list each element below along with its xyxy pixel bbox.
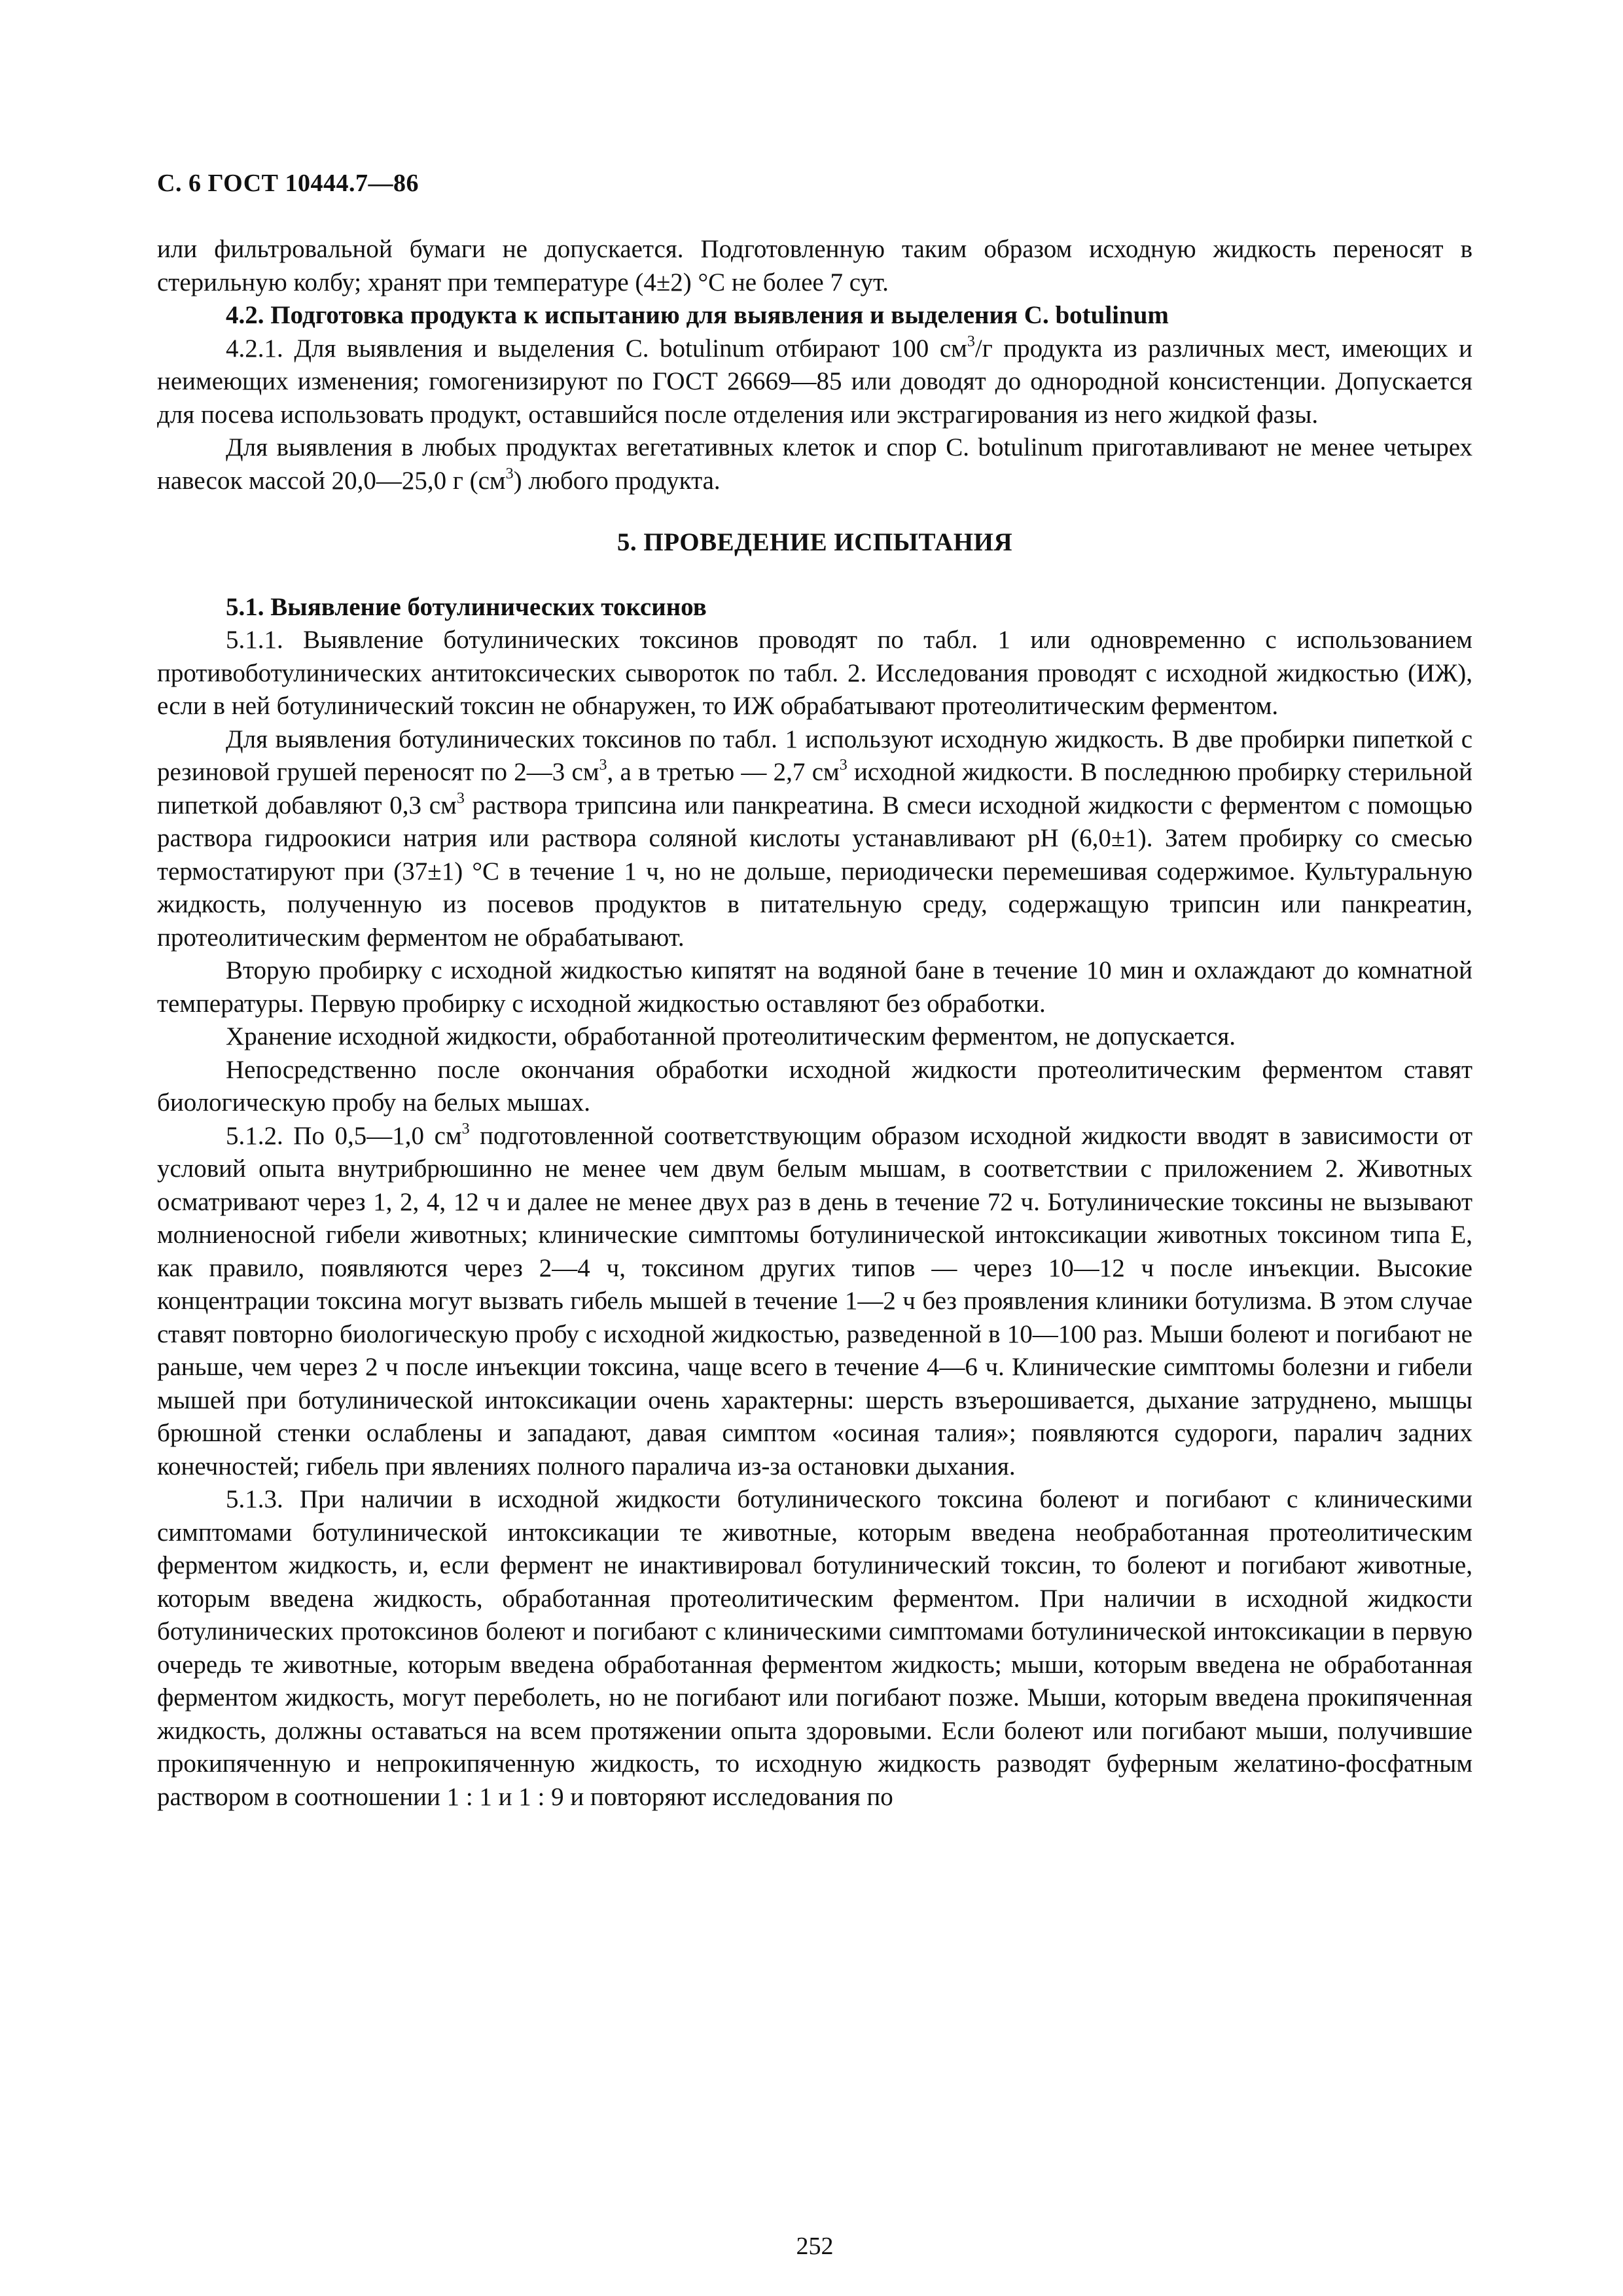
paragraph: 5.1.2. По 0,5—1,0 $см^3$ подготовленной соответствующим образом исходной жидкости вводят в зависимости от условий опыта внутрибрюшинно не менее чем двум белым мышам, в соответствии с приложением 2. Животных осматривают через 1, 2, 4, 12 ч и далее не менее двух раз в день в течение 72 ч. Ботулинические токсины не вызывают молниеносной гибели животных; клинические симптомы ботулинической интоксикации животных токсином типа Е, как правило, появляются через 2—4 ч, токсином других типов — через 10—12 ч после инъекции. Высокие концентрации токсина могут вызвать гибель мышей в течение 1—2 ч без проявления клиники ботулизма. В этом случае ставят повторно биологическую пробу с исходной жидкостью, разведенной в 10—100 раз. Мыши болеют и погибают не раньше, чем через 2 ч после инъекции токсина, чаще всего в течение 4—6 ч. Клинические симптомы болезни и гибели мышей при ботулинической интоксикации очень характерны: шерсть взъерошивается, дыхание затруднено, мышцы брюшной стенки ослаблены и западают, давая симптом «осиная талия»; появляются судороги, паралич задних конечностей; гибель при явлениях полного паралича из-за остановки дыхания. [157,1120,1473,1480]
paragraph: Хранение исходной жидкости, обработанной протеолитическим ферментом, не допускается. [226,1022,1236,1050]
page-number: 252 [796,2233,834,2260]
subsection-heading: 5.1. Выявление ботулинических токсинов [226,592,707,621]
paragraph: Непосредственно после окончания обработки исходной жидкости протеолитическим ферментом ставят биологическую пробу на белых мышах. [157,1055,1472,1117]
paragraph: Вторую пробирку с исходной жидкостью кипятят на водяной бане в течение 10 мин и охлаждают до комнатной температуры. Первую пробирку с исходной жидкостью оставляют без обработки. [157,956,1472,1018]
paragraph: 4.2.1. Для выявления и выделения C. botulinum отбирают 100 $см^3/г$ продукта из различных мест, имеющих и неимеющих изменения; гомогенизируют по ГОСТ 26669—85 или доводят до однородной консистенции. Допускается для посева использовать продукт, оставшийся после отделения или экстрагирования из него жидкой фазы. [157,332,1472,429]
paragraph: Для выявления в любых продуктах вегетативных клеток и спор C. botulinum приготавливают не менее четырех навесок массой 20,0—25,0 г $(см^3)$ любого продукта. [157,433,1472,495]
paragraph: Для выявления ботулинических токсинов по табл. 1 используют исходную жидкость. В две пробирки пипеткой с резиновой грушей переносят по 2—3 $см^3$, а в третью — 2,7 $см^3$ исходной жидкости. В последнюю пробирку стерильной пипеткой добавляют 0,3 $см^3$ раствора трипсина или панкреатина. В смеси исходной жидкости с ферментом с помощью раствора гидроокиси натрия или раствора соляной кислоты устанавливают рН (6,0±1). Затем пробирку со смесью термостатируют при (37±1) °С в течение 1 ч, но не дольше, периодически перемешивая содержимое. Культуральную жидкость, полученную из посевов продуктов в питательную среду, содержащую трипсин или панкреатин, протеолитическим ферментом не обрабатывают. [157,725,1472,952]
subsection-heading: 4.2. Подготовка продукта к испытанию для выявления и выделения C. botulinum [226,301,1169,329]
paragraph: 5.1.1. Выявление ботулинических токсинов проводят по табл. 1 или одновременно с использованием противоботулинических антитоксических сывороток по табл. 2. Исследования проводят с исходной жидкостью (ИЖ), если в ней ботулинический токсин не обнаружен, то ИЖ обрабатывают протеолитическим ферментом. [157,626,1472,720]
paragraph: 5.1.3. При наличии в исходной жидкости ботулинического токсина болеют и погибают с клиническими симптомами ботулинической интоксикации те животные, которым введена необработанная протеолитическим ферментом жидкость, и, если фермент не инактивировал ботулинический токсин, то болеют и погибают животные, которым введена жидкость, обработанная протеолитическим ферментом. При наличии в исходной жидкости ботулинических протоксинов болеют и погибают с клиническими симптомами ботулинической интоксикации в первую очередь те животные, которым введена обработанная ферментом жидкость; мыши, которым введена не обработанная ферментом жидкость, могут переболеть, но не погибают или погибают позже. Мыши, которым введена прокипяченная жидкость, должны оставаться на всем протяжении опыта здоровыми. Если болеют или погибают мыши, получившие прокипяченную и непрокипяченную жидкость, то исходную жидкость разводят буферным желатино-фосфатным раствором в соотношении 1 : 1 и 1 : 9 и повторяют исследования по [157,1485,1472,1811]
document-page [157,151,1472,2265]
page-header: С. 6 ГОСТ 10444.7—86 [157,170,419,197]
paragraph: или фильтровальной бумаги не допускается. Подготовленную таким образом исходную жидкость переносят в стерильную колбу; хранят при температуре (4±2) °С не более 7 сут. [157,235,1472,296]
section-heading: 5. ПРОВЕДЕНИЕ ИСПЫТАНИЯ [616,528,1013,556]
document-body [157,233,1472,1814]
